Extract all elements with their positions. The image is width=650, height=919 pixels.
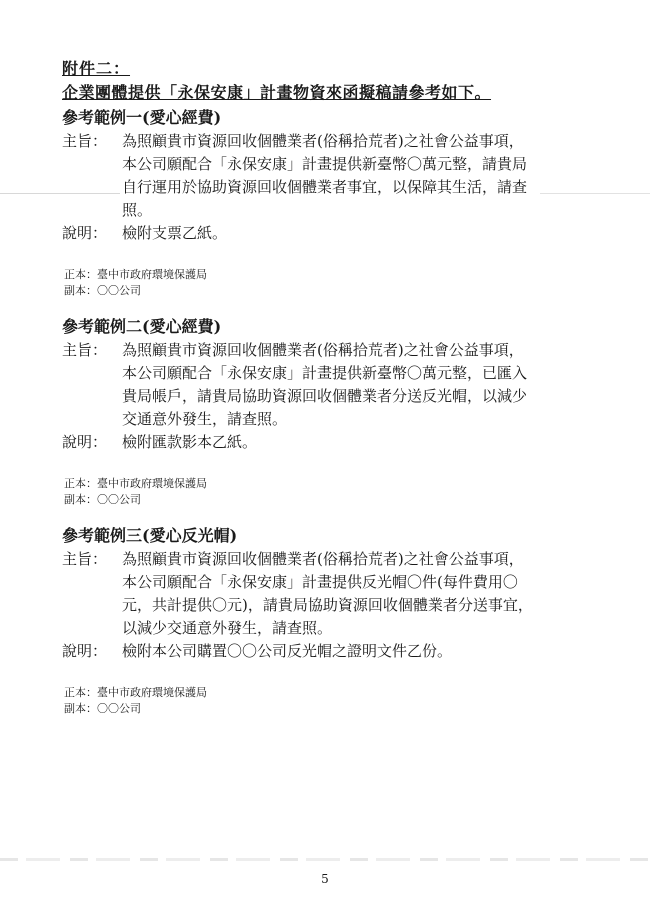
example-title: 參考範例一(愛心經費) bbox=[62, 108, 222, 127]
cc-block bbox=[64, 685, 602, 717]
subject-row bbox=[62, 548, 602, 640]
subject-row bbox=[62, 130, 602, 222]
subject-label: 主旨： bbox=[62, 550, 108, 568]
note-row bbox=[62, 431, 602, 454]
subject-line: 本公司願配合「永保安康」計畫提供反光帽〇件(每件費用〇 bbox=[122, 573, 518, 591]
note-text: 檢附本公司購置〇〇公司反光帽之證明文件乙份。 bbox=[122, 642, 453, 660]
document-heading: 企業團體提供「永保安康」計畫物資來函擬稿請參考如下。 bbox=[62, 83, 492, 102]
subject-label: 主旨： bbox=[62, 341, 108, 359]
subject-row bbox=[62, 339, 602, 431]
note-text: 檢附支票乙紙。 bbox=[122, 224, 228, 242]
example-section-2 bbox=[62, 315, 602, 508]
note-row bbox=[62, 640, 602, 663]
subject-text bbox=[122, 339, 592, 431]
subject-line: 自行運用於協助資源回收個體業者事宜，以保障其生活，請查 bbox=[122, 178, 528, 196]
subject-line: 為照顧貴市資源回收個體業者(俗稱拾荒者)之社會公益事項， bbox=[122, 341, 524, 359]
attachment-label: 附件二： bbox=[62, 59, 131, 78]
cc-block bbox=[64, 476, 602, 508]
cc-copy: 副本：〇〇公司 bbox=[64, 702, 141, 715]
cc-copy: 副本：〇〇公司 bbox=[64, 493, 141, 506]
subject-text bbox=[122, 548, 592, 640]
subject-line: 元，共計提供〇元)，請貴局協助資源回收個體業者分送事宜， bbox=[122, 596, 533, 614]
cc-block bbox=[64, 267, 602, 299]
example-section-3 bbox=[62, 524, 602, 717]
example-title: 參考範例二(愛心經費) bbox=[62, 317, 222, 336]
subject-line: 交通意外發生，請查照。 bbox=[122, 410, 288, 428]
note-label: 說明： bbox=[62, 224, 108, 242]
subject-line: 以減少交通意外發生，請查照。 bbox=[122, 619, 333, 637]
subject-line: 為照顧貴市資源回收個體業者(俗稱拾荒者)之社會公益事項， bbox=[122, 132, 524, 150]
note-label: 說明： bbox=[62, 433, 108, 451]
subject-line: 為照顧貴市資源回收個體業者(俗稱拾荒者)之社會公益事項， bbox=[122, 550, 524, 568]
cc-original: 正本：臺中市政府環境保護局 bbox=[64, 477, 207, 490]
page-number: 5 bbox=[321, 872, 329, 886]
subject-line: 貴局帳戶，請貴局協助資源回收個體業者分送反光帽，以減少 bbox=[122, 387, 528, 405]
note-row bbox=[62, 222, 602, 245]
example-title: 參考範例三(愛心反光帽) bbox=[62, 526, 238, 545]
example-section-1 bbox=[62, 106, 602, 299]
cc-original: 正本：臺中市政府環境保護局 bbox=[64, 686, 207, 699]
subject-line: 本公司願配合「永保安康」計畫提供新臺幣〇萬元整，已匯入 bbox=[122, 364, 528, 382]
cc-original: 正本：臺中市政府環境保護局 bbox=[64, 268, 207, 281]
subject-line: 本公司願配合「永保安康」計畫提供新臺幣〇萬元整，請貴局 bbox=[122, 155, 528, 173]
subject-text bbox=[122, 130, 592, 222]
note-text: 檢附匯款影本乙紙。 bbox=[122, 433, 258, 451]
cc-copy: 副本：〇〇公司 bbox=[64, 284, 141, 297]
subject-label: 主旨： bbox=[62, 132, 108, 150]
scan-artifact bbox=[0, 858, 650, 861]
subject-line: 照。 bbox=[122, 201, 153, 219]
note-label: 說明： bbox=[62, 642, 108, 660]
